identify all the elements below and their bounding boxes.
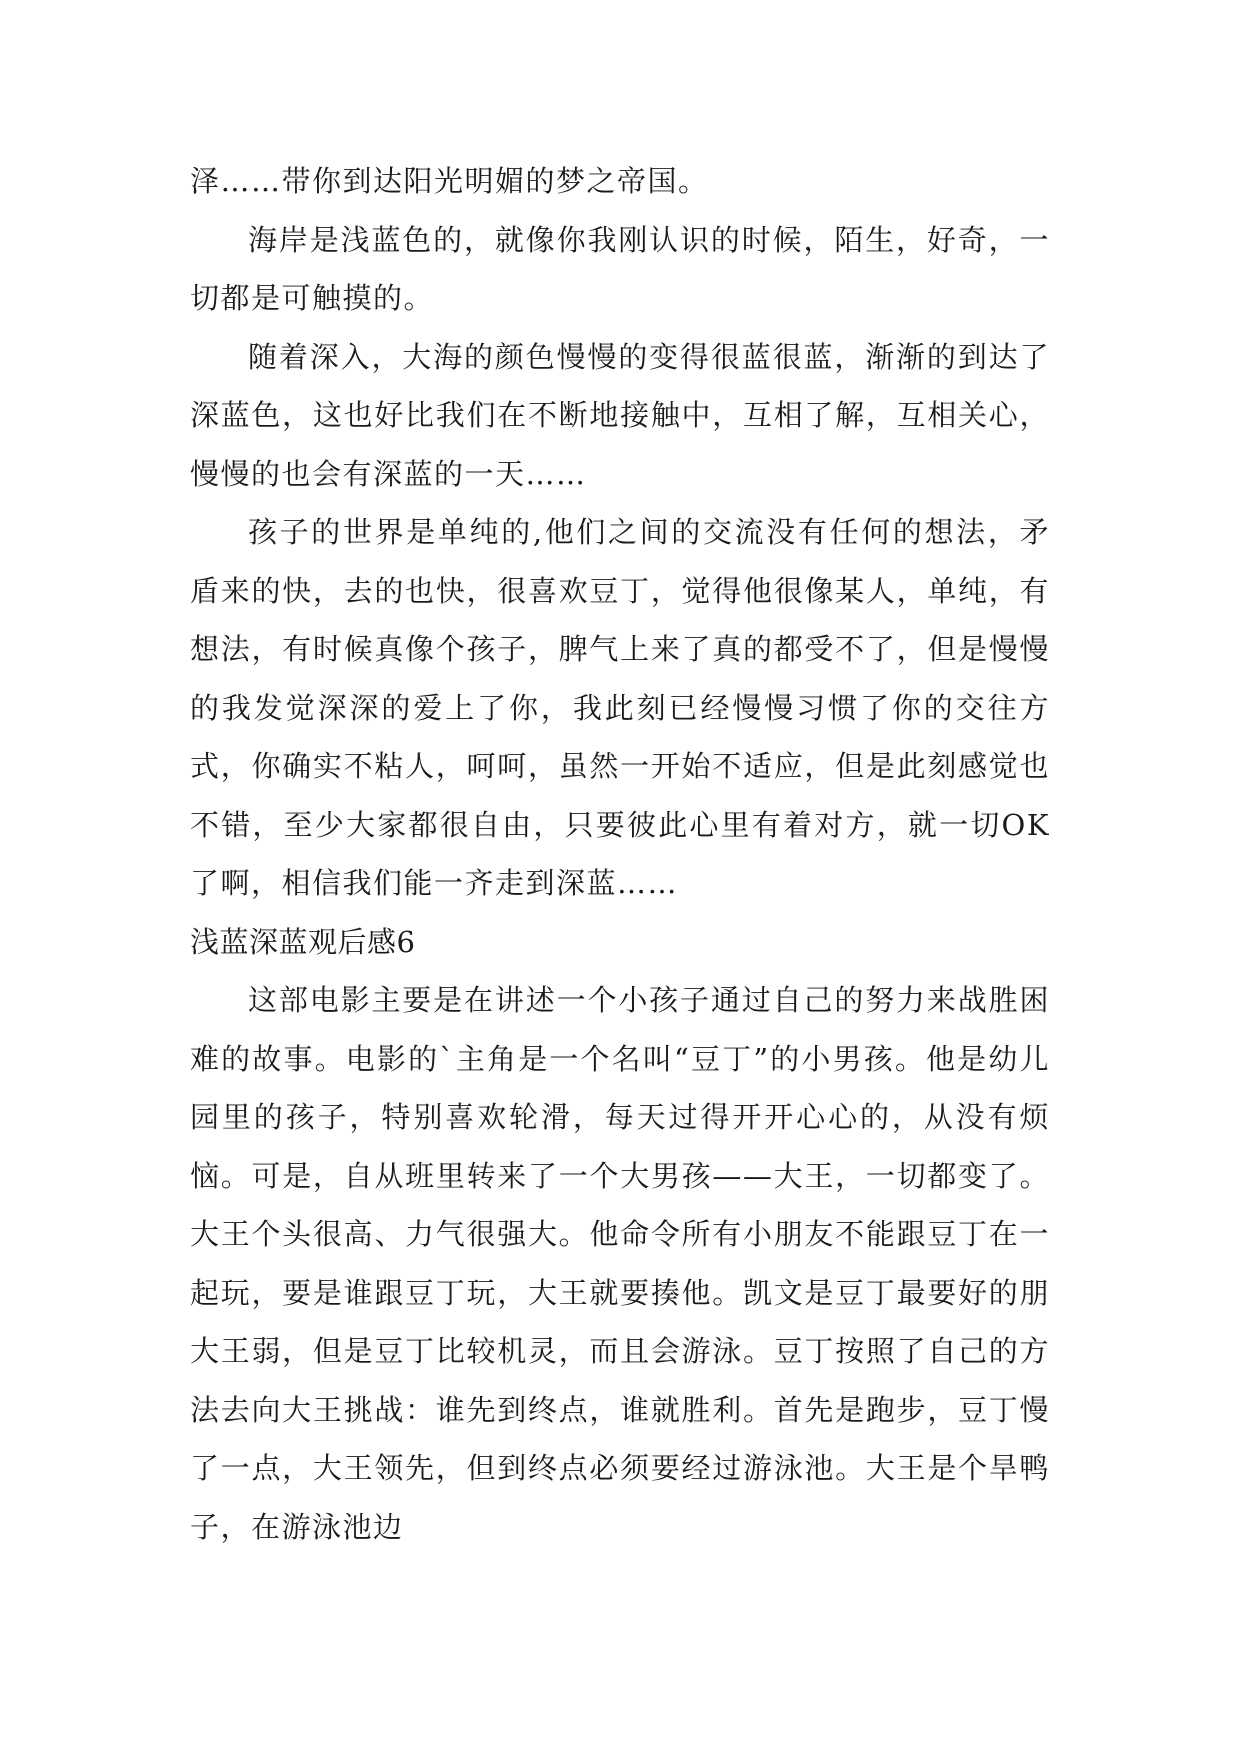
paragraph-shore: 海岸是浅蓝色的，就像你我刚认识的时候，陌生，好奇，一切都是可触摸的。 bbox=[190, 222, 1050, 315]
paragraph-continuation: 泽……带你到达阳光明媚的梦之帝国。 bbox=[190, 164, 709, 198]
paragraph-movie-story: 这部电影主要是在讲述一个小孩子通过自己的努力来战胜困难的故事。电影的`主角是一个名叫“豆丁”的小男孩。他是幼儿园里的孩子，特别喜欢轮滑，每天过得开开心心的，从没有烦恼。可是，自从班里转来了一个大男孩——大王，一切都变了。大王个头很高、力气很强大。他命令所有小朋友不能跟豆丁在一起玩，要是谁跟豆丁玩，大王就要揍他。凯文是豆丁最要好的朋大王弱，但是豆丁比较机灵，而且会游泳。豆丁按照了自己的方法去向大王挑战：谁先到终点，谁就胜利。首先是跑步，豆丁慢了一点，大王领先，但到终点必须要经过游泳池。大王是个旱鸭子，在游泳池边 bbox=[190, 983, 1050, 1544]
paragraph-child-world: 孩子的世界是单纯的,他们之间的交流没有任何的想法，矛盾来的快，去的也快，很喜欢豆丁，觉得他很像某人，单纯，有想法，有时候真像个孩子，脾气上来了真的都受不了，但是慢慢的我发觉深深的爱上了你，我此刻已经慢慢习惯了你的交往方式，你确实不粘人，呵呵，虽然一开始不适应，但是此刻感觉也不错，至少大家都很自由，只要彼此心里有着对方，就一切OK了啊，相信我们能一齐走到深蓝…… bbox=[190, 515, 1050, 900]
document-body bbox=[190, 152, 1050, 1556]
paragraph-deep-blue: 随着深入，大海的颜色慢慢的变得很蓝很蓝，渐渐的到达了深蓝色，这也好比我们在不断地接触中，互相了解，互相关心，慢慢的也会有深蓝的一天…… bbox=[190, 339, 1050, 491]
section-heading: 浅蓝深蓝观后感6 bbox=[190, 924, 416, 959]
